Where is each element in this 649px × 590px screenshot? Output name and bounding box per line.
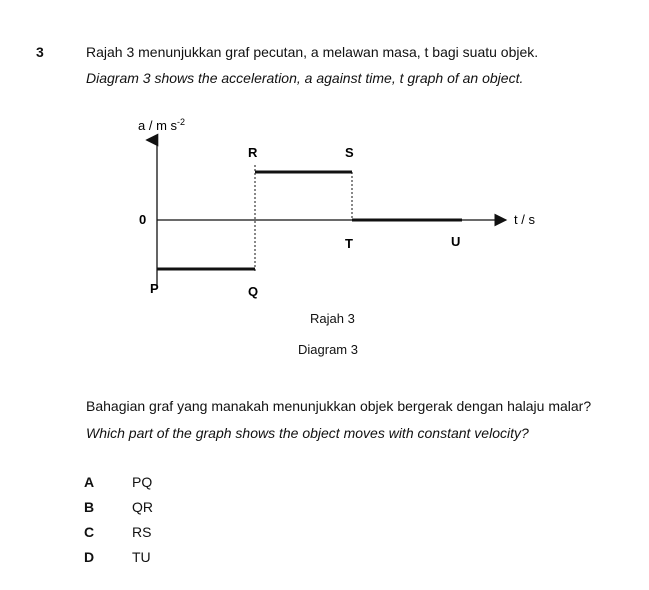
x-axis-label: t / s	[514, 212, 535, 227]
origin-label: 0	[139, 212, 147, 227]
figure-caption-ms: Rajah 3	[310, 311, 355, 326]
acceleration-time-graph	[0, 110, 649, 410]
option-b-letter: B	[84, 499, 95, 515]
option-a-text[interactable]: PQ	[132, 474, 153, 490]
figure-caption-en: Diagram 3	[298, 342, 358, 357]
point-label-s: S	[345, 145, 354, 160]
option-d-letter: D	[84, 549, 95, 565]
point-label-q: Q	[248, 284, 259, 299]
option-c-text[interactable]: RS	[132, 524, 152, 540]
y-axis-label: a / m $s^{-2}$	[138, 117, 186, 133]
option-b-text[interactable]: QR	[132, 499, 153, 515]
question-prompt-ms: Bahagian graf yang manakah menunjukkan objek bergerak dengan halaju malar?	[86, 398, 592, 414]
question-prompt-en: Which part of the graph shows the object moves with constant velocity?	[86, 425, 529, 441]
point-label-u: U	[451, 234, 461, 249]
option-d-text[interactable]: TU	[132, 549, 151, 565]
point-label-p: P	[150, 281, 159, 296]
question-statement-ms: Rajah 3 menunjukkan graf pecutan, a melawan masa, t bagi suatu objek.	[86, 44, 539, 60]
point-label-t: T	[345, 236, 353, 251]
option-a-letter: A	[84, 474, 95, 490]
option-c-letter: C	[84, 524, 95, 540]
question-number: 3	[36, 44, 44, 60]
question-statement-en: Diagram 3 shows the acceleration, a against time, t graph of an object.	[86, 70, 524, 86]
point-label-r: R	[248, 145, 258, 160]
